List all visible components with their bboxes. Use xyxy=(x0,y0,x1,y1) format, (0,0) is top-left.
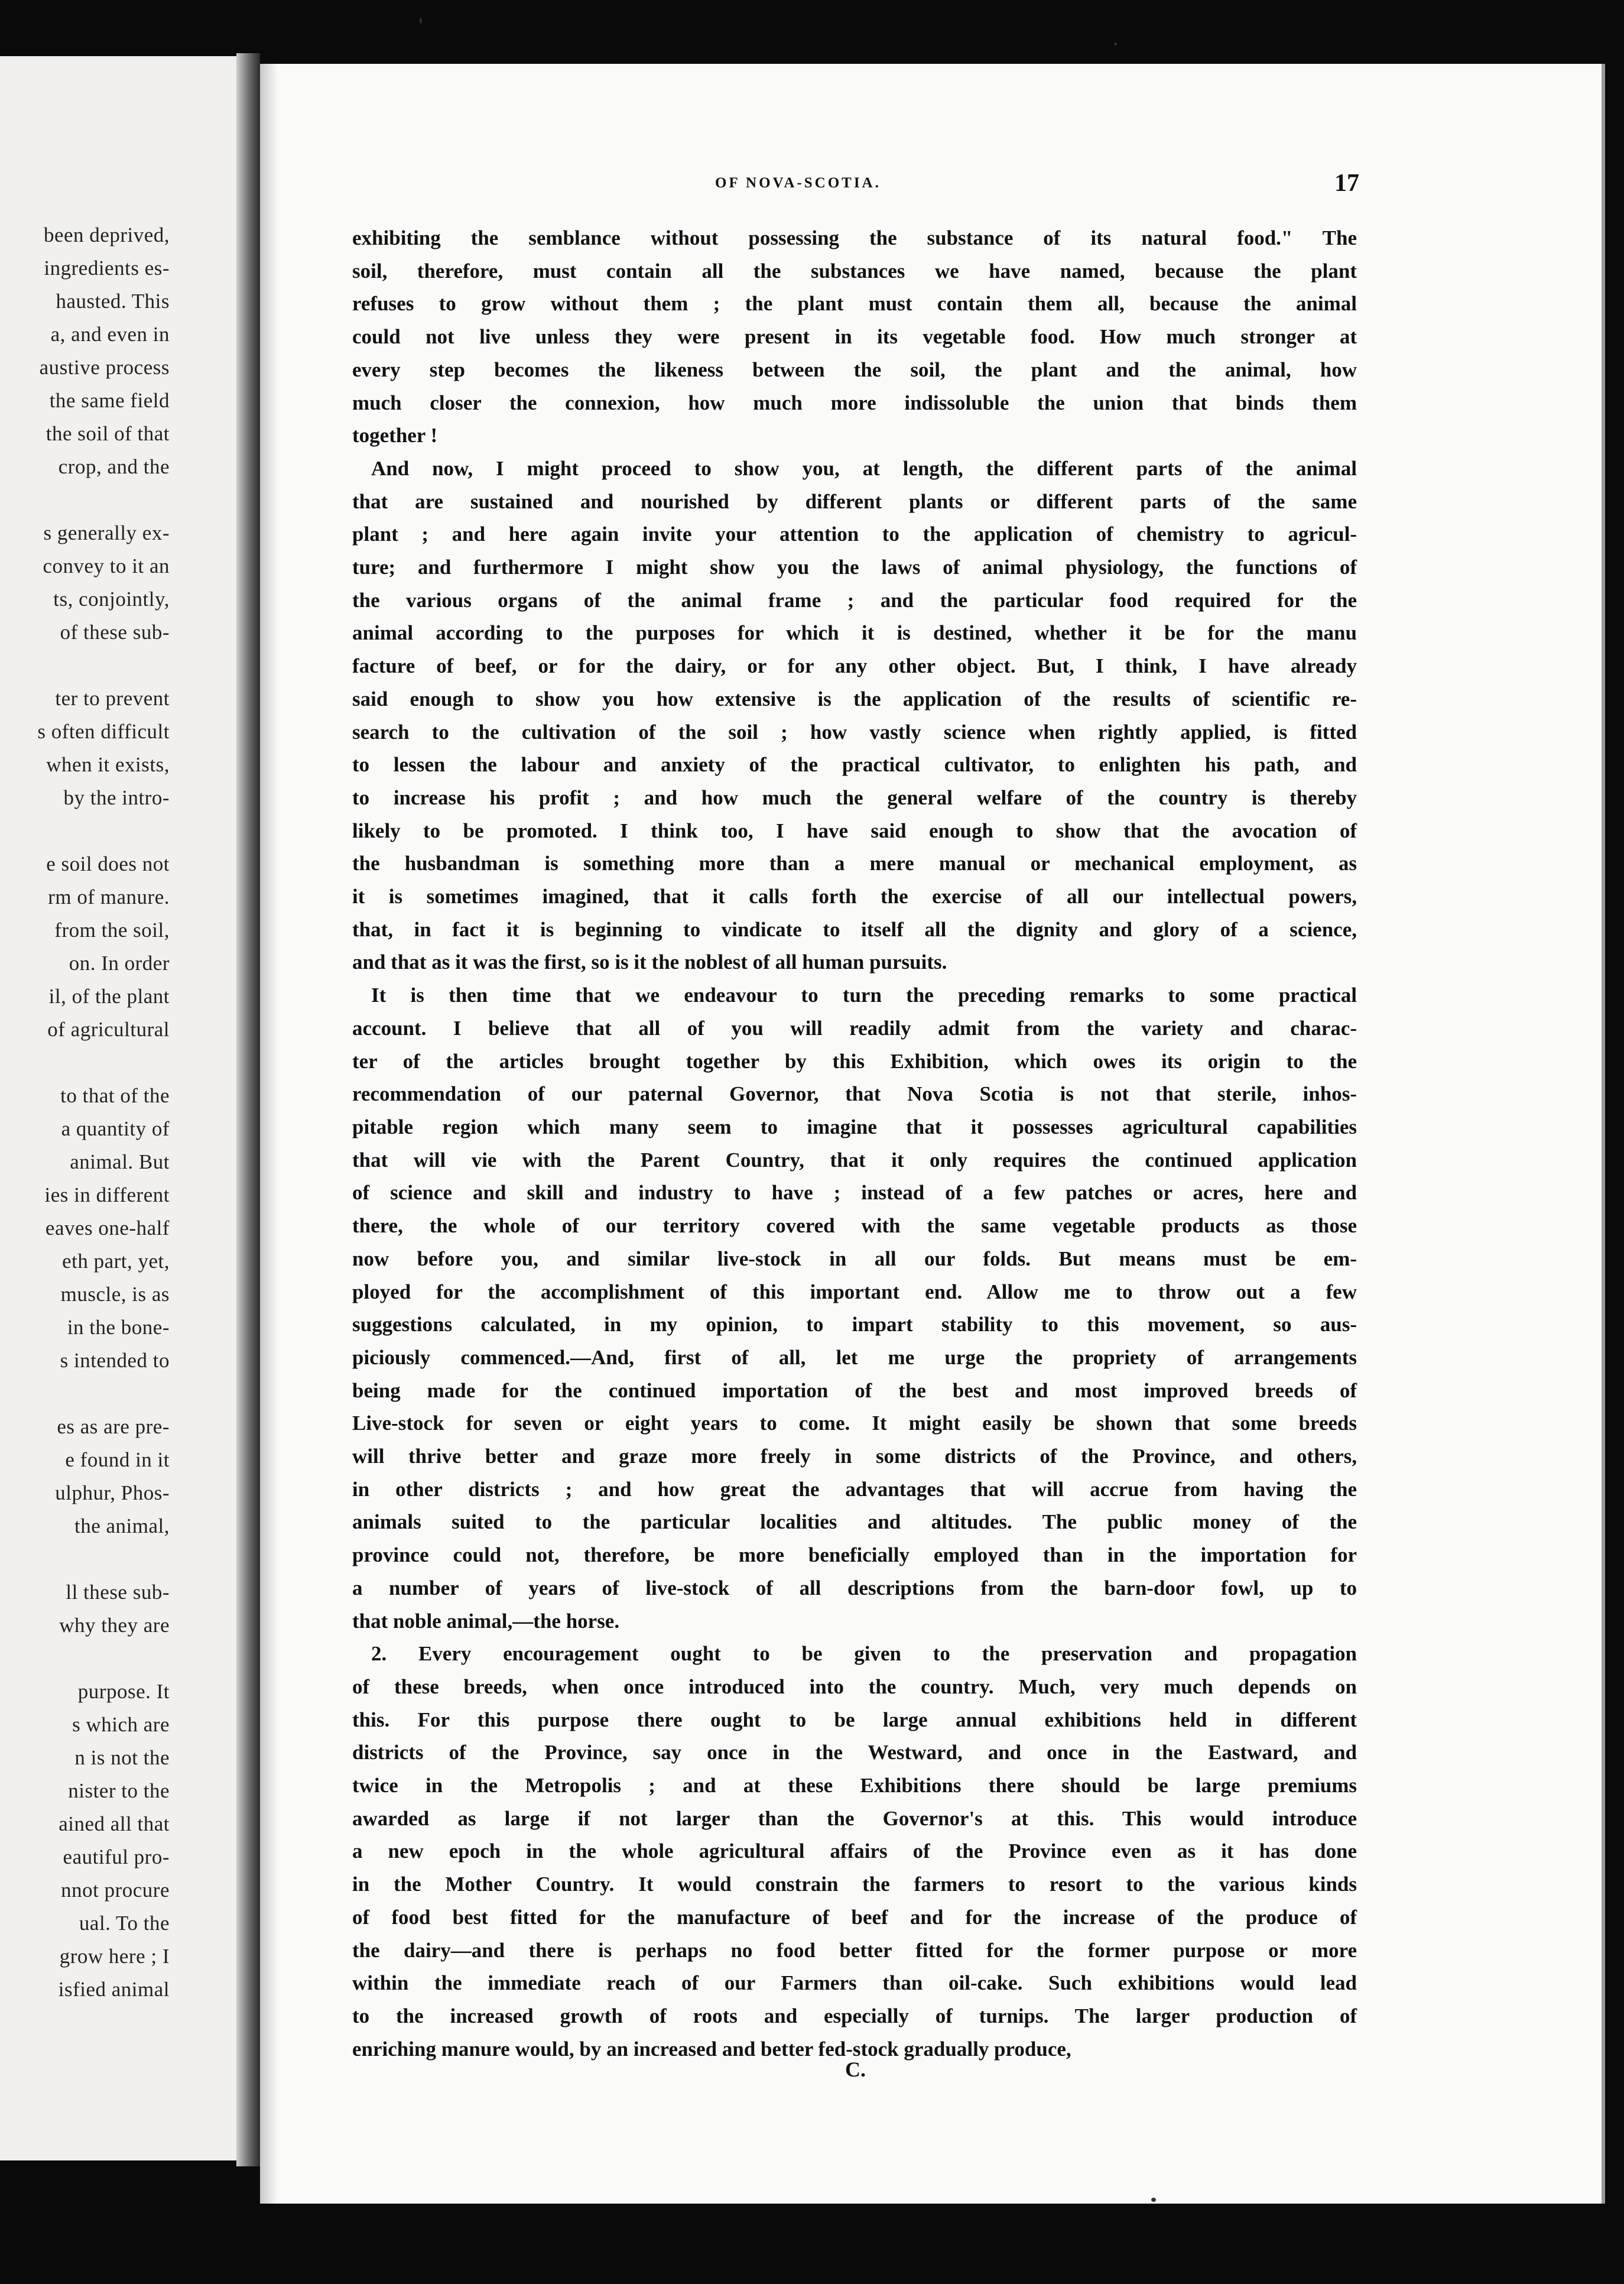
left-page-line: when it exists, xyxy=(46,753,170,776)
left-page-line: nister to the xyxy=(68,1779,170,1802)
left-page-line: eaves one-half xyxy=(45,1216,170,1240)
print-speck xyxy=(420,18,422,24)
body-line: will thrive better and graze more freely in some districts of the Province, and others, xyxy=(352,1445,1357,1468)
body-line: that are sustained and nourished by different plants or different parts of the same xyxy=(352,489,1357,513)
left-page-line xyxy=(0,649,170,682)
body-line: and that as it was the first, so is it the noblest of all human pursuits. xyxy=(352,950,947,974)
body-line: this. For this purpose there ought to be large annual exhibitions held in different xyxy=(352,1708,1357,1731)
left-page-line: s often difficult xyxy=(37,720,170,743)
left-page-line xyxy=(0,484,170,517)
left-page-line: ulphur, Phos- xyxy=(55,1481,170,1504)
body-line: could not live unless they were present in its vegetable food. How much stronger at xyxy=(352,325,1357,349)
left-page-text xyxy=(0,219,170,2006)
left-page-line: ained all that xyxy=(59,1812,170,1835)
left-page-line: of these sub- xyxy=(60,621,170,644)
body-line: of food best fitted for the manufacture of beef and for the increase of the produce of xyxy=(352,1905,1357,1929)
body-line: piciously commenced.—And, first of all, let me urge the propriety of arrangements xyxy=(352,1345,1357,1369)
left-page-line: e found in it xyxy=(65,1448,170,1471)
left-page-line: the soil of that xyxy=(46,422,170,445)
left-page-line: on. In order xyxy=(69,952,170,975)
body-line: exhibiting the semblance without possessing the substance of its natural food." The xyxy=(352,226,1357,249)
body-line: now before you, and similar live-stock in all our folds. But means must be em- xyxy=(352,1247,1357,1270)
left-page-line: in the bone- xyxy=(67,1316,170,1339)
body-line: the husbandman is something more than a mere manual or mechanical employment, as xyxy=(352,852,1357,875)
body-line: in other districts ; and how great the advantages that will accrue from having the xyxy=(352,1477,1357,1501)
left-page-line: ts, conjointly, xyxy=(53,588,170,611)
left-page-line: rm of manure. xyxy=(48,885,170,909)
left-page-line: isfied animal xyxy=(58,1978,170,2001)
body-line: account. I believe that all of you will readily admit from the variety and charac- xyxy=(352,1016,1357,1040)
left-page-line: a quantity of xyxy=(61,1117,170,1140)
running-head: OF NOVA-SCOTIA. xyxy=(715,175,881,191)
body-line: to the increased growth of roots and especially of turnips. The larger production of xyxy=(352,2004,1357,2027)
body-line: a number of years of live-stock of all descriptions from the barn-door fowl, up to xyxy=(352,1576,1357,1600)
body-line: search to the cultivation of the soil ; how vastly science when rightly applied, is fitted xyxy=(352,720,1357,744)
body-line: province could not, therefore, be more beneficially employed than in the importation for xyxy=(352,1543,1357,1567)
body-line: soil, therefore, must contain all the substances we have named, because the plant xyxy=(352,259,1357,283)
body-text xyxy=(352,222,1357,2065)
body-line: to increase his profit ; and how much the general welfare of the country is thereby xyxy=(352,786,1357,809)
left-page-line: n is not the xyxy=(74,1746,170,1769)
body-line: there, the whole of our territory covered with the same vegetable products as those xyxy=(352,1214,1357,1238)
body-line: refuses to grow without them ; the plant must contain them all, because the animal xyxy=(352,292,1357,316)
print-speck xyxy=(1151,2198,1156,2202)
body-line: it is sometimes imagined, that it calls forth the exercise of all our intellectual powers, xyxy=(352,885,1357,909)
gutter-shadow xyxy=(260,64,278,2204)
body-line: awarded as large if not larger than the Governor's at this. This would introduce xyxy=(352,1806,1357,1830)
left-page-line: a, and even in xyxy=(50,323,170,346)
left-page-line: s which are xyxy=(72,1713,170,1736)
left-page-line xyxy=(0,1543,170,1576)
left-page-line: the same field xyxy=(49,389,170,412)
body-line: animals suited to the particular localities and altitudes. The public money of the xyxy=(352,1510,1357,1534)
body-line: twice in the Metropolis ; and at these Exhibitions there should be large premiums xyxy=(352,1774,1357,1798)
left-page-line: ter to prevent xyxy=(55,687,170,710)
left-page-line xyxy=(0,1642,170,1675)
body-line: And now, I might proceed to show you, at length, the different parts of the animal xyxy=(371,456,1357,480)
body-line: much closer the connexion, how much more indissoluble the union that binds them xyxy=(352,391,1357,414)
body-line: that noble animal,—the horse. xyxy=(352,1609,620,1633)
left-page-line: ingredients es- xyxy=(44,257,170,280)
page-fold xyxy=(236,53,260,2166)
left-page-line: nnot procure xyxy=(61,1879,170,1902)
left-page-line: ual. To the xyxy=(79,1912,170,1935)
body-line: that, in fact it is beginning to vindicate to itself all the dignity and glory of a science, xyxy=(352,917,1357,941)
left-page-line xyxy=(0,1046,170,1079)
body-line: of science and skill and industry to have ; instead of a few patches or acres, here and xyxy=(352,1181,1357,1205)
left-page-line: animal. But xyxy=(70,1150,170,1173)
body-line: 2. Every encouragement ought to be given to the preservation and propagation xyxy=(371,1642,1357,1666)
left-page-line xyxy=(0,815,170,848)
body-line: ture; and furthermore I might show you the laws of animal physiology, the functions of xyxy=(352,556,1357,579)
page-number: 17 xyxy=(1334,170,1359,197)
left-page-line: crop, and the xyxy=(58,455,170,478)
left-page-line: ies in different xyxy=(44,1183,170,1206)
left-page-line: e soil does not xyxy=(46,852,170,875)
page-edge xyxy=(1602,64,1605,2204)
print-speck xyxy=(1114,43,1117,46)
body-line: that will vie with the Parent Country, that it only requires the continued application xyxy=(352,1148,1357,1172)
left-page-line: ll these sub- xyxy=(66,1581,170,1604)
body-line: a new epoch in the whole agricultural affairs of the Province even as it has done xyxy=(352,1839,1357,1863)
body-line: within the immediate reach of our Farmers than oil-cake. Such exhibitions would lead xyxy=(352,1971,1357,1995)
body-line: plant ; and here again invite your attention to the application of chemistry to agricul- xyxy=(352,523,1357,546)
body-line: likely to be promoted. I think too, I have said enough to show that the avocation of xyxy=(352,819,1357,842)
body-line: the various organs of the animal frame ; and the particular food required for the xyxy=(352,588,1357,612)
left-page-line: purpose. It xyxy=(77,1680,170,1703)
body-line: facture of beef, or for the dairy, or for any other object. But, I think, I have already xyxy=(352,654,1357,678)
body-line: enriching manure would, by an increased and better fed-stock gradually produce, xyxy=(352,2037,1071,2061)
left-page-line: been deprived, xyxy=(43,223,170,246)
left-page-line: hausted. This xyxy=(56,290,170,313)
left-page-line: grow here ; I xyxy=(59,1945,170,1968)
body-line: ter of the articles brought together by this Exhibition, which owes its origin to the xyxy=(352,1049,1357,1073)
left-page-line: s generally ex- xyxy=(43,521,170,544)
body-line: ployed for the accomplishment of this important end. Allow me to throw out a few xyxy=(352,1280,1357,1303)
left-page-line: austive process xyxy=(39,356,170,379)
left-page-line: to that of the xyxy=(60,1084,170,1107)
left-page-line: eth part, yet, xyxy=(62,1250,170,1273)
body-line: together ! xyxy=(352,424,438,447)
body-line: animal according to the purposes for which it is destined, whether it be for the manu xyxy=(352,621,1357,645)
signature-mark: C. xyxy=(845,2058,866,2081)
body-line: the dairy—and there is perhaps no food better fitted for the former purpose or more xyxy=(352,1938,1357,1962)
left-page-line: the animal, xyxy=(74,1514,170,1537)
body-line: suggestions calculated, in my opinion, to impart stability to this movement, so aus- xyxy=(352,1313,1357,1336)
left-page-line: il, of the plant xyxy=(48,985,170,1008)
body-line: It is then time that we endeavour to turn the preceding remarks to some practical xyxy=(371,984,1357,1007)
body-line: districts of the Province, say once in the Westward, and once in the Eastward, and xyxy=(352,1741,1357,1764)
left-page-line xyxy=(0,1377,170,1410)
body-line: every step becomes the likeness between the soil, the plant and the animal, how xyxy=(352,358,1357,381)
page-header xyxy=(715,170,1359,199)
left-page-line: eautiful pro- xyxy=(63,1845,170,1868)
body-line: of these breeds, when once introduced into the country. Much, very much depends on xyxy=(352,1675,1357,1698)
body-line: being made for the continued importation of the best and most improved breeds of xyxy=(352,1378,1357,1402)
left-page-line: muscle, is as xyxy=(60,1283,170,1306)
body-line: said enough to show you how extensive is the application of the results of scientific re- xyxy=(352,687,1357,710)
left-page-line: es as are pre- xyxy=(57,1415,170,1438)
left-page xyxy=(0,56,245,2160)
left-page-line: why they are xyxy=(59,1614,170,1637)
left-page-line: of agricultural xyxy=(47,1018,170,1041)
left-page-line: s intended to xyxy=(60,1349,170,1372)
body-line: to lessen the labour and anxiety of the practical cultivator, to enlighten his path, and xyxy=(352,753,1357,777)
body-line: pitable region which many seem to imagine that it possesses agricultural capabilities xyxy=(352,1115,1357,1138)
left-page-line: convey to it an xyxy=(43,554,170,578)
body-line: recommendation of our paternal Governor, that Nova Scotia is not that sterile, inhos- xyxy=(352,1082,1357,1106)
body-line: Live-stock for seven or eight years to come. It might easily be shown that some breeds xyxy=(352,1412,1357,1435)
body-line: in the Mother Country. It would constrain the farmers to resort to the various kinds xyxy=(352,1873,1357,1896)
left-page-line: by the intro- xyxy=(63,786,170,809)
left-page-line: from the soil, xyxy=(54,919,170,942)
